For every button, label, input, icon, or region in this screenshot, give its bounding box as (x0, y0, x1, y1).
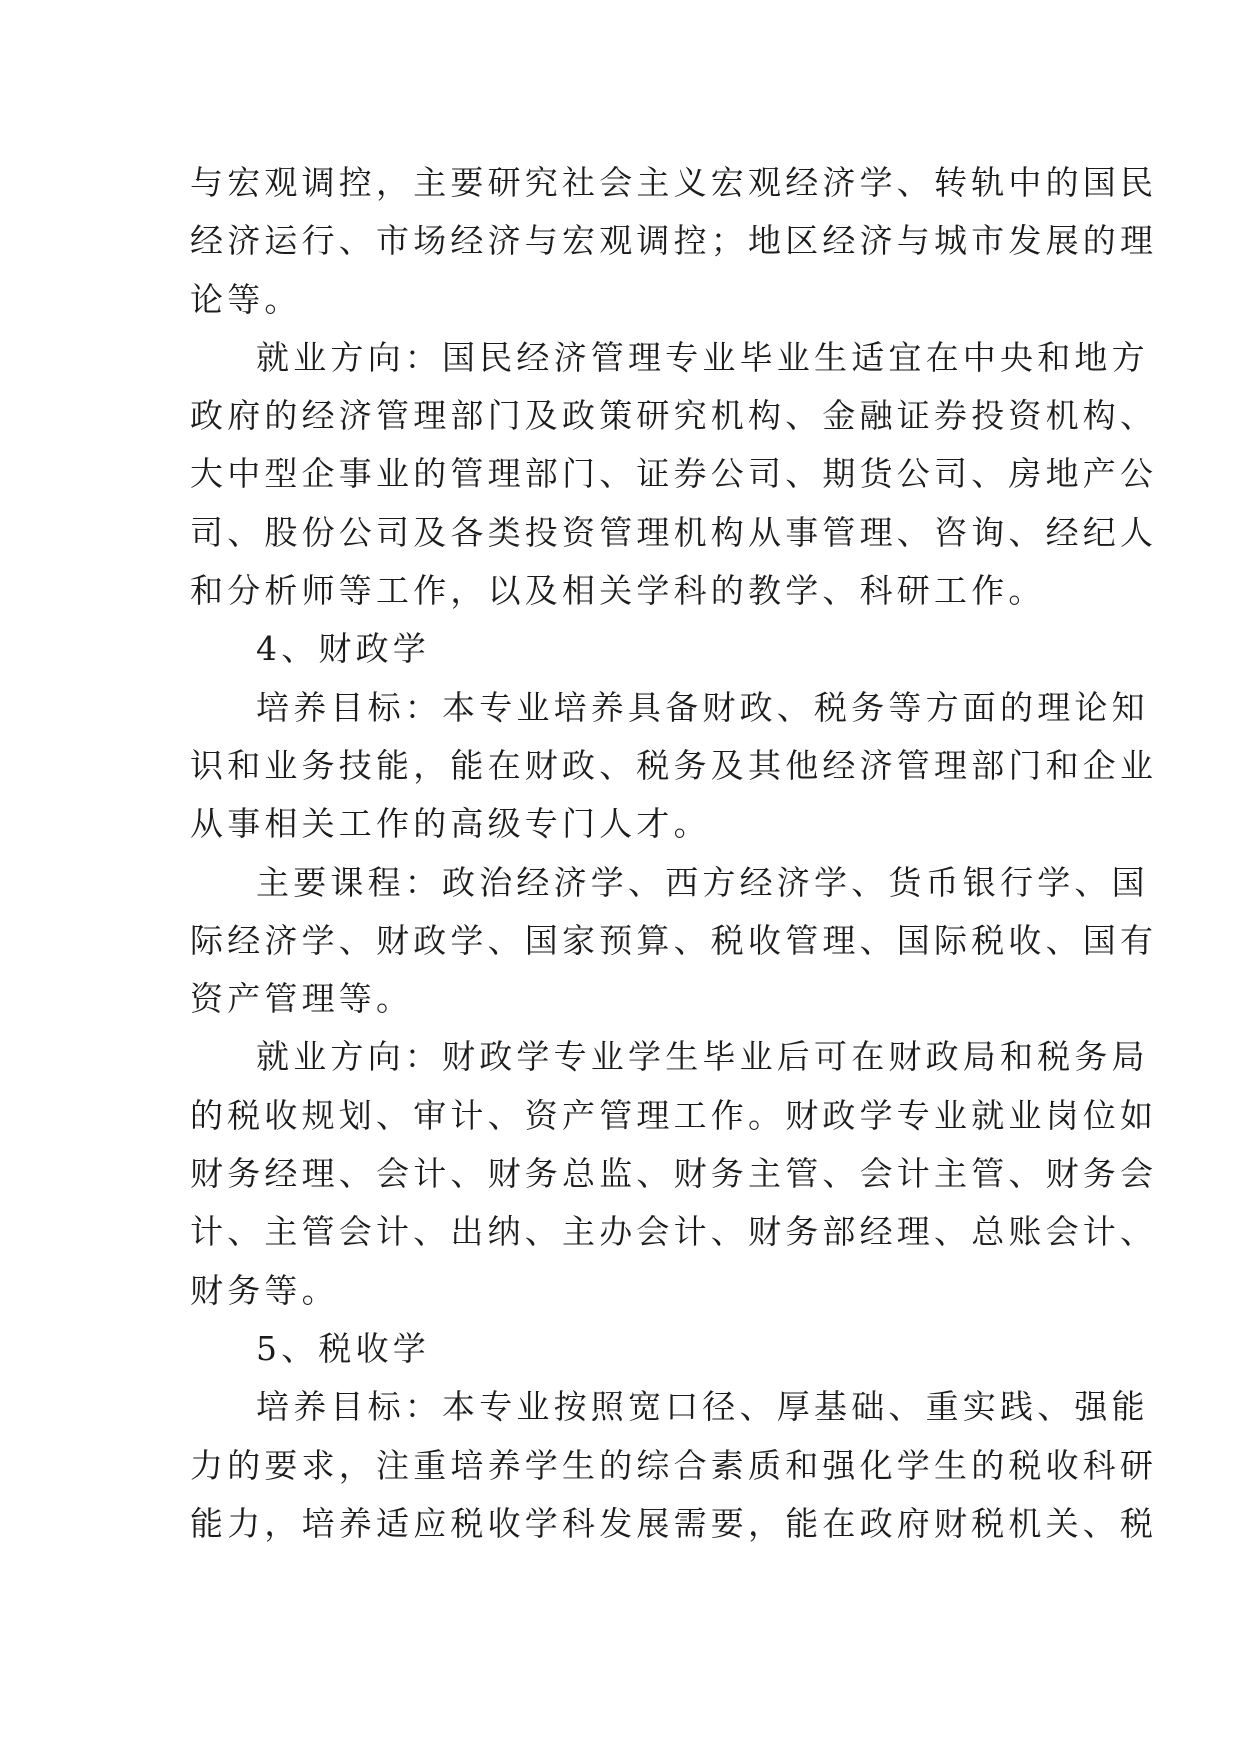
text-line: 力的要求，注重培养学生的综合素质和强化学生的税收科研 (190, 1445, 1158, 1485)
document-body (190, 154, 1158, 1553)
text-line: 资产管理等。 (190, 979, 414, 1019)
text-line: 际经济学、财政学、国家预算、税收管理、国际税收、国有 (190, 920, 1158, 960)
text-line: 培养目标：本专业按照宽口径、厚基础、重实践、强能 (256, 1387, 1149, 1427)
text-line: 4、财政学 (256, 629, 430, 669)
text-line: 的税收规划、审计、资产管理工作。财政学专业就业岗位如 (190, 1095, 1158, 1135)
text-line: 能力，培养适应税收学科发展需要，能在政府财税机关、税 (190, 1503, 1158, 1543)
text-line: 经济运行、市场经济与宏观调控；地区经济与城市发展的理 (190, 221, 1158, 261)
text-line: 从事相关工作的高级专门人才。 (190, 804, 711, 844)
text-line: 与宏观调控，主要研究社会主义宏观经济学、转轨中的国民 (190, 163, 1158, 202)
text-line: 大中型企事业的管理部门、证券公司、期货公司、房地产公 (190, 454, 1158, 494)
text-line: 培养目标：本专业培养具备财政、税务等方面的理论知 (256, 687, 1149, 727)
text-line: 司、股份公司及各类投资管理机构从事管理、咨询、经纪人 (190, 512, 1158, 552)
text-line: 政府的经济管理部门及政策研究机构、金融证券投资机构、 (190, 396, 1158, 436)
text-line: 财务经理、会计、财务总监、财务主管、会计主管、财务会 (190, 1154, 1158, 1194)
text-line: 财务等。 (190, 1270, 339, 1310)
text-line: 识和业务技能，能在财政、税务及其他经济管理部门和企业 (190, 745, 1158, 785)
text-line: 论等。 (190, 279, 302, 319)
text-line: 和分析师等工作，以及相关学科的教学、科研工作。 (190, 571, 1046, 611)
text-line: 就业方向：财政学专业学生毕业后可在财政局和税务局 (256, 1037, 1149, 1077)
text-line: 主要课程：政治经济学、西方经济学、货币银行学、国 (256, 862, 1149, 902)
text-line: 5、税收学 (256, 1328, 430, 1368)
text-line: 计、主管会计、出纳、主办会计、财务部经理、总账会计、 (190, 1212, 1158, 1252)
text-line: 就业方向：国民经济管理专业毕业生适宜在中央和地方 (256, 337, 1149, 377)
